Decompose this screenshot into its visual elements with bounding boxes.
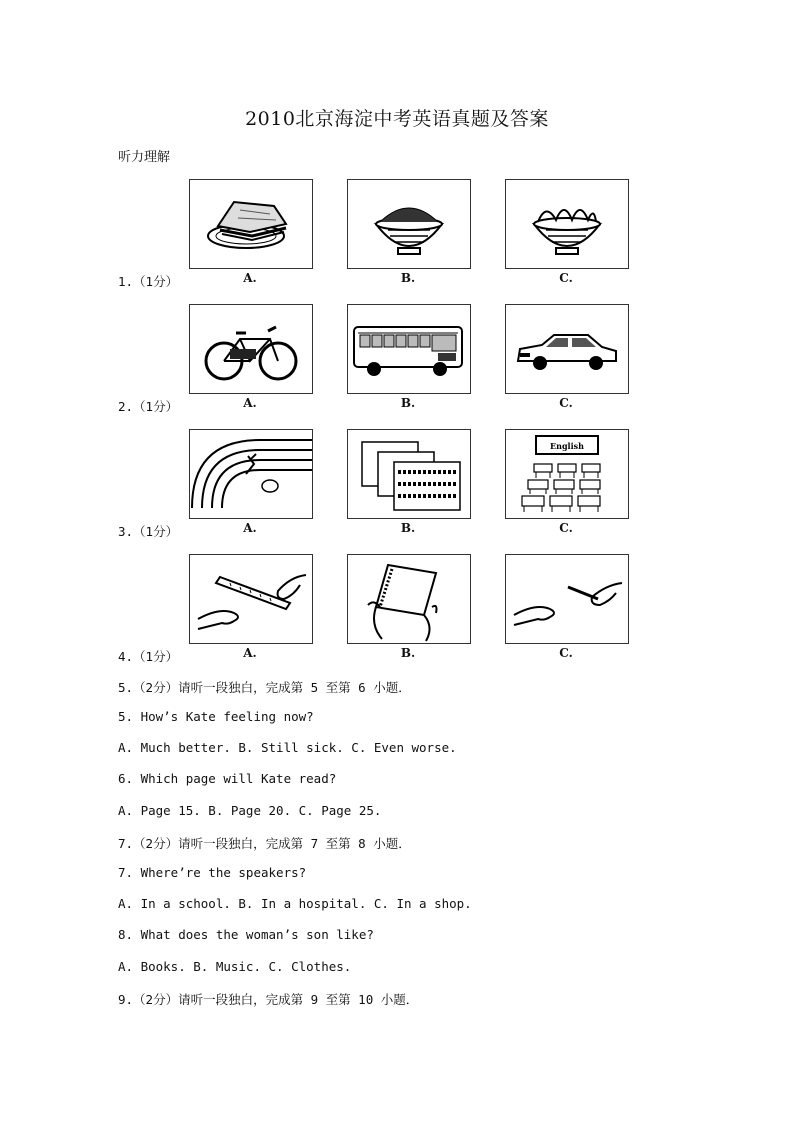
english-classroom-icon[interactable] bbox=[505, 429, 629, 519]
option-letter: C. bbox=[559, 646, 573, 660]
board-text: English bbox=[550, 441, 584, 451]
option-letter: B. bbox=[400, 646, 416, 660]
option-letter: A. bbox=[243, 396, 257, 410]
option-letter: A. bbox=[243, 646, 257, 660]
option-letter: C. bbox=[559, 521, 573, 535]
question-label: 4.（1分） bbox=[118, 649, 179, 664]
car-icon[interactable] bbox=[505, 304, 629, 394]
option-letter: B. bbox=[400, 521, 416, 535]
running-track-icon[interactable] bbox=[189, 429, 313, 519]
section-heading: 听力理解 bbox=[118, 150, 171, 165]
handing-ruler-icon[interactable] bbox=[189, 554, 313, 644]
rice-bowl-icon[interactable] bbox=[347, 179, 471, 269]
answer-options: A. Books. B. Music. C. Clothes. bbox=[118, 959, 352, 974]
option-letter: B. bbox=[400, 396, 416, 410]
question-text: 7. Where’re the speakers? bbox=[118, 865, 307, 880]
answer-options: A. In a school. B. In a hospital. C. In a shop. bbox=[118, 896, 472, 911]
bicycle-icon[interactable] bbox=[189, 304, 313, 394]
question-label: 3.（1分） bbox=[118, 524, 179, 539]
option-letter: A. bbox=[243, 271, 257, 285]
section-instruction: 5.（2分）请听一段独白，完成第 5 至第 6 小题． bbox=[118, 680, 411, 695]
holding-notebook-icon[interactable] bbox=[347, 554, 471, 644]
question-text: 6. Which page will Kate read? bbox=[118, 771, 337, 786]
question-label: 1.（1分） bbox=[118, 274, 179, 289]
option-letter: A. bbox=[243, 521, 257, 535]
section-instruction: 7.（2分）请听一段独白，完成第 7 至第 8 小题． bbox=[118, 836, 411, 851]
noodle-bowl-icon[interactable] bbox=[505, 179, 629, 269]
option-letter: C. bbox=[559, 396, 573, 410]
sandwich-icon[interactable] bbox=[189, 179, 313, 269]
answer-options: A. Page 15. B. Page 20. C. Page 25. bbox=[118, 803, 382, 818]
question-text: 8. What does the woman’s son like? bbox=[118, 927, 374, 942]
library-shelves-icon[interactable] bbox=[347, 429, 471, 519]
page-title: 2010北京海淀中考英语真题及答案 bbox=[245, 108, 549, 130]
option-letter: C. bbox=[559, 271, 573, 285]
question-label: 2.（1分） bbox=[118, 399, 179, 414]
section-instruction: 9.（2分）请听一段独白，完成第 9 至第 10 小题． bbox=[118, 992, 419, 1007]
option-letter: B. bbox=[400, 271, 416, 285]
bus-icon[interactable] bbox=[347, 304, 471, 394]
answer-options: A. Much better. B. Still sick. C. Even worse. bbox=[118, 740, 457, 755]
handing-pen-icon[interactable] bbox=[505, 554, 629, 644]
question-text: 5. How’s Kate feeling now? bbox=[118, 709, 314, 724]
